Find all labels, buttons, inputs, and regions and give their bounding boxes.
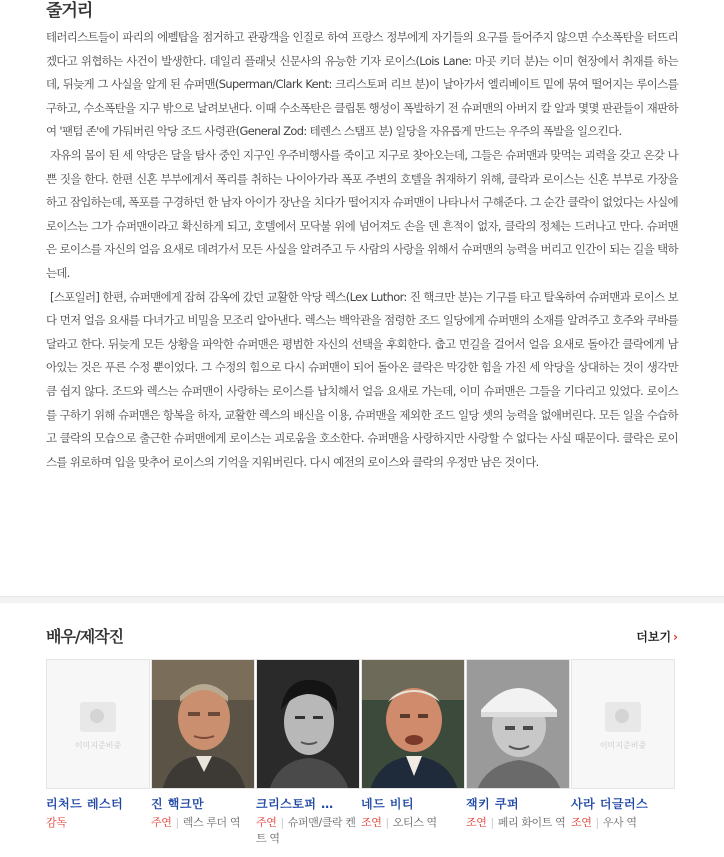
synopsis-paragraph: [스포일러] 한편, 슈퍼맨에게 잡혀 감옥에 갔던 교활한 악당 렉스(Lex Luthor: 진 핵크만 분)는 기구를 타고 탈옥하여 슈퍼맨과 로이스 보다 먼저 얼음 요새를 다녀가고 비밀을 모조리 알아낸다. 렉스는 백악관을 점령한 조드 일당에게 슈퍼맨의 소재를 알려주고 호주와 쿠바를 달라고 한다. 뒤늦게 모든 상황을 파악한 슈퍼맨은 평범한 자신의 선택을 후회한다. 춥고 먼길을 걸어서 얼음 요새로 돌아간 클락에게 남아있는 것은 푸른 수정 뿐이었다. 그 수정의 힘으로 다시 슈퍼맨이 되어 돌아온 클락은 막강한 힘을 가진 세 악당을 상대하는 것이 생각만큼 쉽지 않다. 조드와 렉스는 슈퍼맨이 사랑하는 로이스를 납치해서 얼음 요새로 가는데, 이미 슈퍼맨은 그들을 기다리고 있었다. 로이스를 구하기 위해 슈퍼맨은 항복을 하자, 교활한 렉스의 배신을 이용, 슈퍼맨을 제외한 조드 일당 셋의 능력을 없애버린다. 모든 일을 수습하고 클락의 모습으로 출근한 슈퍼맨에게 로이스는 괴로움을 호소한다. 슈퍼맨을 사랑하지만 사랑할 수 없다는 사실 때문이다. 클락은 로이스를 위로하며 입을 맞추어 로이스의 기억을 지워버린다. 다시 예전의 로이스와 클락의 우정만 남은 것이다.: [46, 289, 678, 469]
cast-name[interactable]: 진 핵크만: [151, 797, 205, 811]
cast-role: [151, 815, 256, 831]
separator: |: [280, 816, 284, 829]
cast-name[interactable]: 크리스토퍼 …: [256, 797, 334, 811]
role-type: 주연: [256, 816, 277, 829]
cast-role: [571, 815, 676, 831]
cast-photo[interactable]: [466, 659, 570, 789]
no-image-placeholder[interactable]: [46, 659, 150, 789]
no-image-label: 이미지준비중: [599, 741, 647, 750]
portrait-image: [152, 660, 255, 789]
no-image-placeholder[interactable]: [571, 659, 675, 789]
image-placeholder-icon: [605, 702, 641, 732]
role-name: 렉스 루더 역: [182, 816, 241, 829]
role-type: 조연: [466, 816, 487, 829]
separator: |: [490, 816, 494, 829]
cast-name[interactable]: 리처드 레스터: [46, 797, 124, 811]
separator: |: [595, 816, 599, 829]
role-name: 페리 화이트 역: [497, 816, 566, 829]
separator: |: [385, 816, 389, 829]
cast-name[interactable]: 사라 더글러스: [571, 797, 649, 811]
role-name: 우사 역: [602, 816, 637, 829]
section-divider: [0, 596, 724, 603]
cast-role: [466, 815, 571, 831]
role-name: 슈퍼맨/클락 켄트 역: [256, 816, 356, 845]
separator: |: [175, 816, 179, 829]
cast-photo[interactable]: [151, 659, 255, 789]
no-image-label: 이미지준비중: [74, 741, 122, 750]
cast-card[interactable]: [571, 659, 676, 847]
synopsis-title: 줄거리: [46, 1, 93, 21]
cast-card[interactable]: [466, 659, 571, 847]
cast-name[interactable]: 잭키 쿠퍼: [466, 797, 520, 811]
role-name: 오티스 역: [392, 816, 437, 829]
cast-role: [46, 815, 151, 831]
cast-photo[interactable]: [256, 659, 360, 789]
role-type: 주연: [151, 816, 172, 829]
cast-photo[interactable]: [361, 659, 465, 789]
cast-card[interactable]: [46, 659, 151, 847]
cast-role: [361, 815, 466, 831]
synopsis-body: [46, 26, 678, 474]
role-type: 조연: [361, 816, 382, 829]
portrait-image: [362, 660, 465, 789]
portrait-image: [257, 660, 360, 789]
cast-card[interactable]: [151, 659, 256, 847]
role-type: 감독: [46, 816, 67, 829]
cast-title: 배우/제작진: [46, 627, 124, 646]
portrait-image: [467, 660, 570, 789]
image-placeholder-icon: [80, 702, 116, 732]
cast-name[interactable]: 네드 비티: [361, 797, 415, 811]
role-type: 조연: [571, 816, 592, 829]
cast-card[interactable]: [361, 659, 466, 847]
synopsis-paragraph: 테러리스트들이 파리의 에펠탑을 점거하고 관광객을 인질로 하여 프랑스 정부에게 자기들의 요구를 들어주지 않으면 수소폭탄을 터뜨리겠다고 위협하는 사건이 발생한다. 데일리 플래닛 신문사의 유능한 기자 로이스(Lois Lane: 마곳 키더 분)는 이미 현장에서 취재를 하는데, 뒤늦게 그 사실을 알게 된 슈퍼맨(Superman/Clark Kent: 크리스토퍼 리브 분)이 날아가서 엘리베이트 밑에 묶여 떨어지는 루이스를 구하고, 수소폭탄을 지구 밖으로 날려보낸다. 이때 수소폭탄은 클립톤 행성이 폭발하기 전 슈퍼맨의 아버지 칼 알과 몇몇 판관들이 재판하여 '팬텀 존'에 가둬버린 악당 조드 사령관(General Zod: 테렌스 스탬프 분) 일당을 자유롭게 만드는 우주의 폭발을 일으킨다.: [46, 30, 678, 139]
cast-role: [256, 815, 361, 847]
chevron-right-icon: ›: [673, 630, 678, 644]
more-label: 더보기: [636, 630, 672, 644]
synopsis-paragraph: 자유의 몸이 된 세 악당은 달을 탐사 중인 지구인 우주비행사를 죽이고 지구로 찾아오는데, 그들은 슈퍼맨과 맞먹는 괴력을 갖고 온갖 나쁜 짓을 한다. 한편 신혼 부부에게서 폭리를 취하는 나이아가라 폭포 주변의 호텔을 취재하기 위해, 클락과 로이스는 신혼 부부로 가장을 하고 잠입하는데, 폭포를 구경하던 한 남자 아이가 장난을 치다가 떨어지자 슈퍼맨이 나타나서 구해준다. 그 순간 클락이 없었다는 사실에 로이스는 그가 슈퍼맨이라고 확신하게 되고, 호텔에서 모닥불 위에 넘어져도 손을 덴 흔적이 없자, 클락의 정체는 드러나고 만다. 슈퍼맨은 로이스를 자신의 얼음 요새로 데려가서 모든 사실을 알려주고 두 사람의 사랑을 위해서 슈퍼맨의 능력을 버리고 인간이 되는 길을 택하는데.: [46, 147, 678, 280]
more-link[interactable]: [636, 628, 678, 645]
cast-list: [46, 659, 676, 847]
cast-card[interactable]: [256, 659, 361, 847]
